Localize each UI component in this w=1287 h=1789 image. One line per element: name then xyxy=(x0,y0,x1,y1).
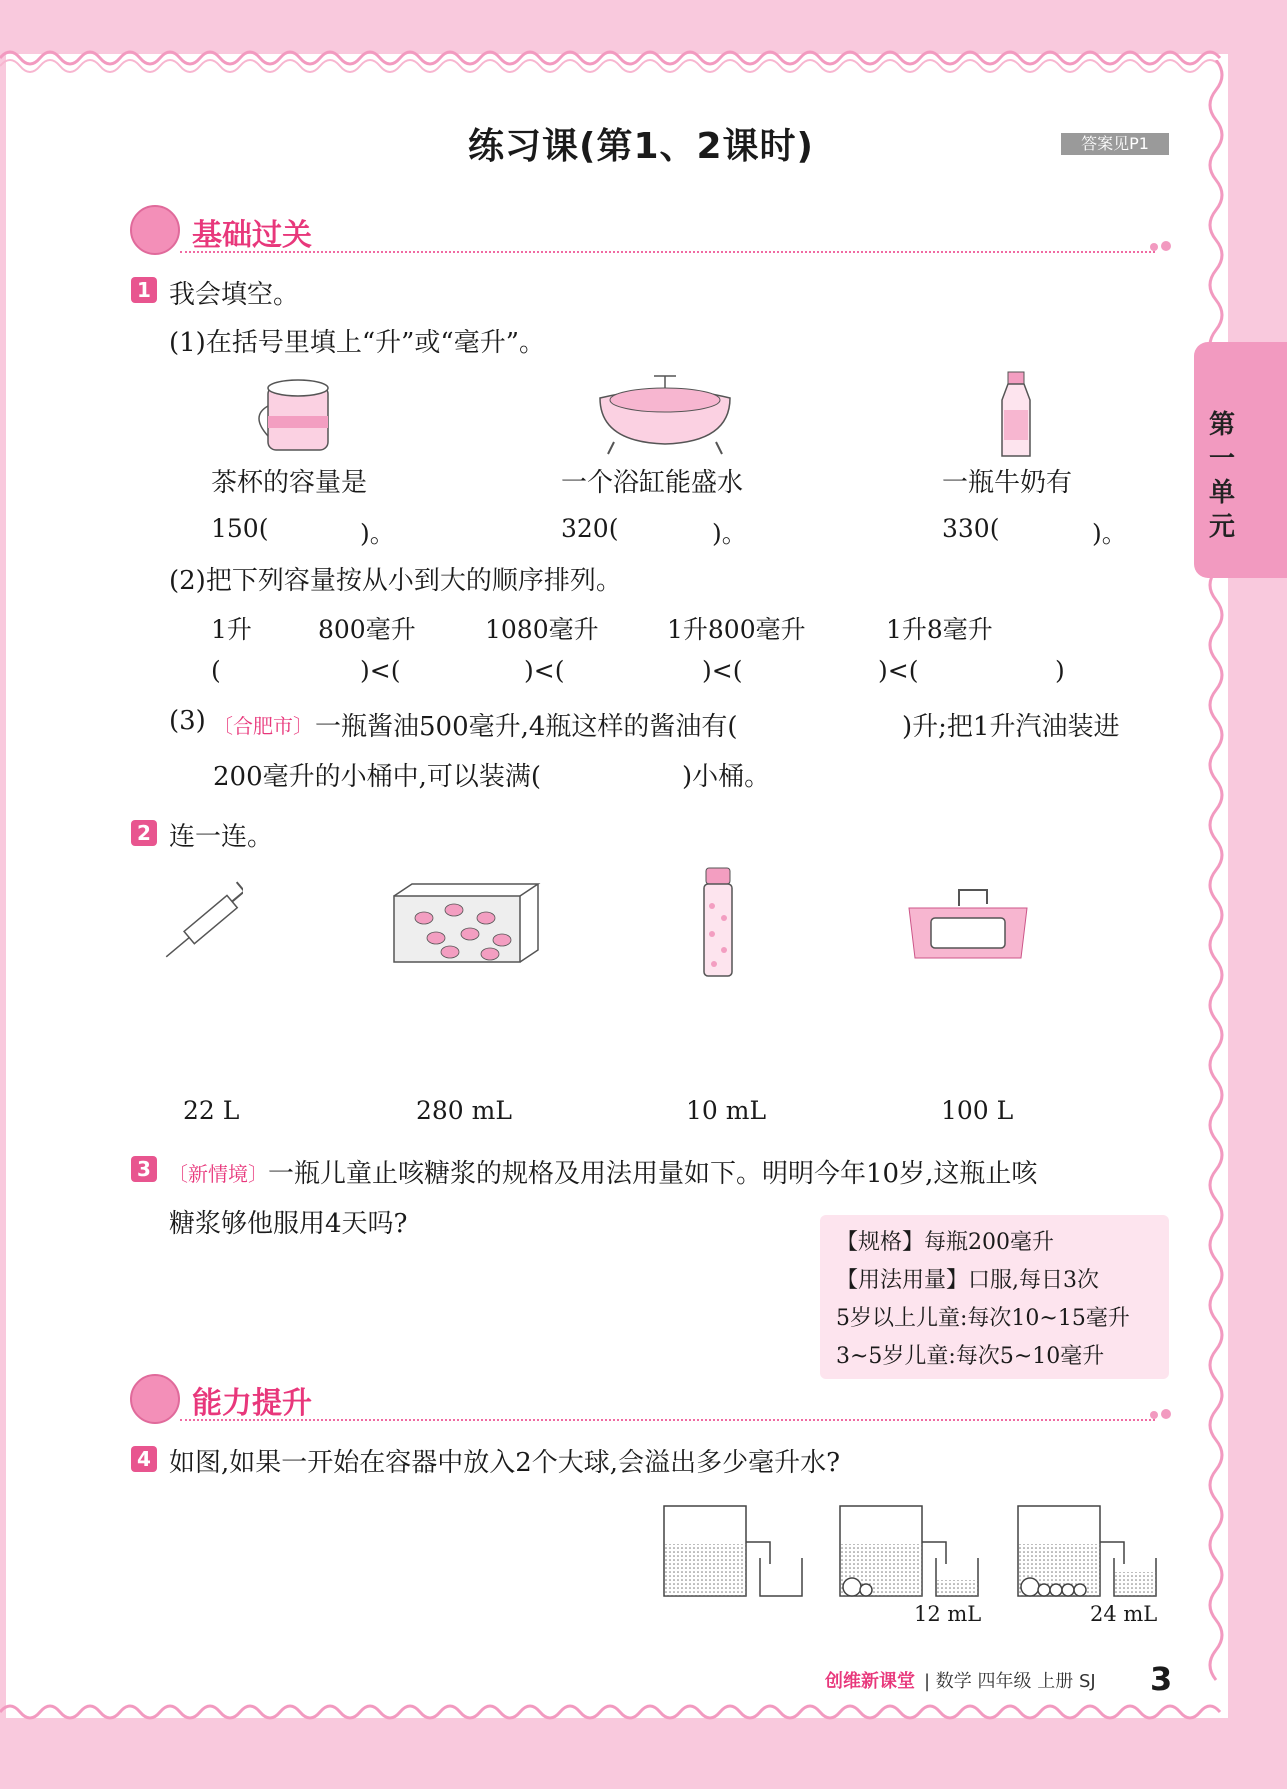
footer-book-info: | 数学 四年级 上册 SJ xyxy=(924,1671,1096,1692)
capacity-item: 1080毫升 xyxy=(485,615,599,644)
answer-blank-open: 320( xyxy=(561,514,619,543)
order-blank: )<( xyxy=(878,656,919,685)
item-label-milk: 一瓶牛奶有 xyxy=(942,468,1073,498)
bottom-wave-border xyxy=(0,1698,1287,1738)
container-overflow-diagram xyxy=(660,1502,1160,1602)
side-tab-char: 元 xyxy=(1208,512,1235,542)
teacup-icon xyxy=(258,376,344,456)
section-divider xyxy=(180,251,1155,253)
capacity-item: 1升800毫升 xyxy=(667,615,806,644)
question-title: 连一连。 xyxy=(169,822,274,852)
subquestion-text: 200毫升的小桶中,可以装满( xyxy=(213,762,542,792)
subquestion-text: 一瓶酱油500毫升,4瓶这样的酱油有( xyxy=(315,712,738,742)
context-tag: 〔新情境〕 xyxy=(168,1162,268,1186)
subquestion-text: )升;把1升汽油装进 xyxy=(902,712,1120,742)
side-tab-char: 单 xyxy=(1208,478,1235,508)
right-wave-border xyxy=(1196,60,1236,1710)
question-title: 我会填空。 xyxy=(169,280,300,310)
overflow-label: 12 mL xyxy=(914,1602,982,1626)
answer-blank-close: )。 xyxy=(712,519,747,548)
spec-line: 3~5岁儿童:每次5~10毫升 xyxy=(836,1344,1105,1369)
order-blank: ) xyxy=(1055,656,1065,685)
section-title-basics: 基础过关 xyxy=(192,218,312,253)
answer-blank-open: 150( xyxy=(211,514,269,543)
order-blank: )<( xyxy=(524,656,565,685)
unit-side-tab[interactable] xyxy=(1194,342,1287,578)
section-divider xyxy=(180,1419,1155,1421)
section-title-advanced: 能力提升 xyxy=(192,1386,312,1421)
side-tab-char: 第 xyxy=(1208,410,1235,440)
capacity-item: 800毫升 xyxy=(318,615,416,644)
item-label-teacup: 茶杯的容量是 xyxy=(211,468,368,498)
capacity-label: 100 L xyxy=(941,1096,1014,1125)
question-number: 1 xyxy=(131,277,157,303)
question-number: 3 xyxy=(131,1156,157,1182)
order-blank: )<( xyxy=(360,656,401,685)
syringe-icon xyxy=(163,878,243,974)
fish-tank-icon xyxy=(390,882,542,966)
answer-blank-open: 330( xyxy=(942,514,1000,543)
order-blank: )<( xyxy=(702,656,743,685)
subquestion-text: (1)在括号里填上“升”或“毫升”。 xyxy=(169,328,545,358)
question-number: 4 xyxy=(131,1446,157,1472)
bathtub-icon xyxy=(590,372,740,458)
page-title: 练习课(第1、2课时) xyxy=(468,126,815,167)
water-bottle-icon xyxy=(700,866,736,978)
capacity-item: 1升8毫升 xyxy=(886,615,993,644)
subquestion-text: )小桶。 xyxy=(682,762,771,792)
capacity-label: 280 mL xyxy=(416,1096,512,1125)
decor-dots-icon xyxy=(1150,1404,1174,1423)
page-number: 3 xyxy=(1150,1660,1173,1698)
answer-blank-close: )。 xyxy=(360,519,395,548)
subquestion-text: (2)把下列容量按从小到大的顺序排列。 xyxy=(169,566,622,596)
monkey-mascot-icon xyxy=(130,205,180,255)
milk-bottle-icon xyxy=(996,370,1036,460)
footer-brand: 创维新课堂 xyxy=(825,1671,915,1692)
spec-line: 【规格】每瓶200毫升 xyxy=(836,1230,1054,1255)
subquestion-number: (3) xyxy=(169,706,206,736)
item-label-bathtub: 一个浴缸能盛水 xyxy=(561,468,744,498)
question-text: 糖浆够他服用4天吗? xyxy=(169,1209,408,1239)
order-blank: ( xyxy=(211,656,221,685)
question-text: 一瓶儿童止咳糖浆的规格及用法用量如下。明明今年10岁,这瓶止咳 xyxy=(268,1159,1038,1189)
region-tag: 〔合肥市〕 xyxy=(213,714,313,738)
question-number: 2 xyxy=(131,820,157,846)
spec-line: 【用法用量】口服,每日3次 xyxy=(836,1268,1099,1293)
monkey-mascot-icon xyxy=(130,1374,180,1424)
capacity-label: 10 mL xyxy=(686,1096,767,1125)
overflow-label: 24 mL xyxy=(1090,1602,1158,1626)
sink-icon xyxy=(903,884,1033,960)
top-wave-border xyxy=(0,36,1287,76)
spec-line: 5岁以上儿童:每次10~15毫升 xyxy=(836,1306,1130,1331)
answer-blank-close: )。 xyxy=(1092,519,1127,548)
question-text: 如图,如果一开始在容器中放入2个大球,会溢出多少毫升水? xyxy=(169,1448,841,1478)
capacity-item: 1升 xyxy=(211,615,252,644)
decor-dots-icon xyxy=(1150,236,1174,255)
side-tab-char: 一 xyxy=(1208,444,1235,474)
answer-reference-badge[interactable]: 答案见P1 xyxy=(1061,133,1169,155)
capacity-label: 22 L xyxy=(183,1096,240,1125)
